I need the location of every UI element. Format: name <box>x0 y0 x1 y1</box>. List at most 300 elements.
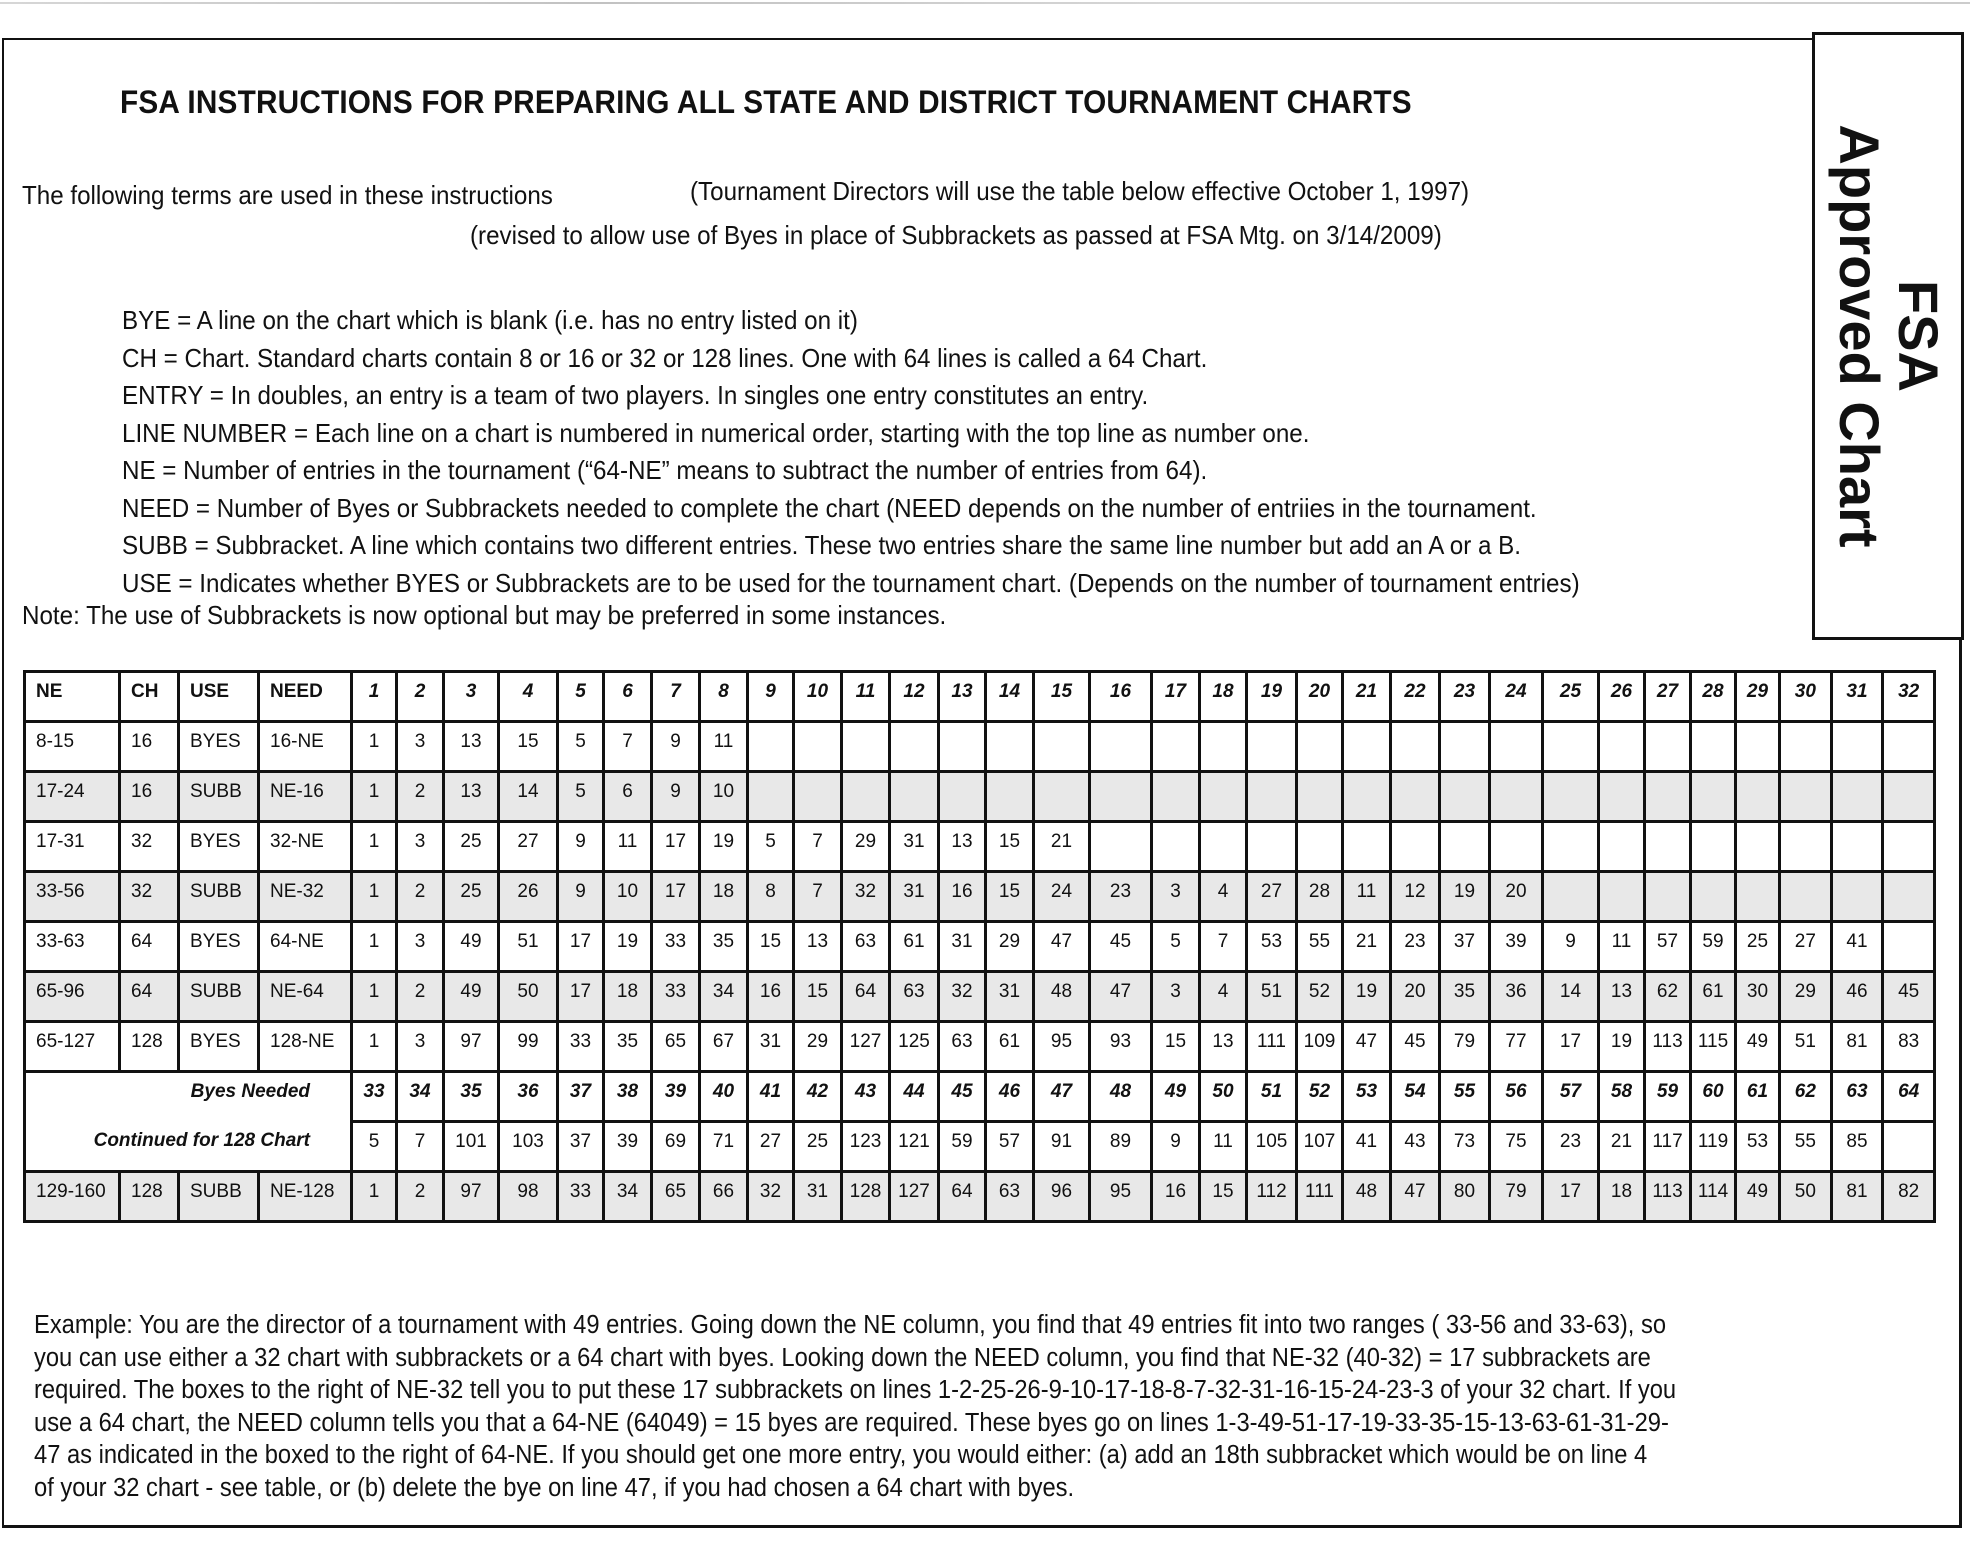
header-line-number: 15 <box>1034 672 1090 722</box>
ch-cell: 64 <box>120 922 179 972</box>
line-cell <box>1343 772 1391 822</box>
definition-line-number: LINE NUMBER = Each line on a chart is numbered in numerical order, starting with the top line as number one. <box>122 417 1310 448</box>
line-cell: 3 <box>397 722 444 772</box>
line-cell: 75 <box>1490 1122 1543 1172</box>
line-cell: 7 <box>794 822 842 872</box>
line-cell: 15 <box>986 872 1034 922</box>
line-cell: 98 <box>499 1172 558 1222</box>
line-cell: 11 <box>604 822 652 872</box>
definition-subb: SUBB = Subbracket. A line which contains two different entries. These two entries share the same line number but add an A or a B. <box>122 530 1521 560</box>
line-cell: 29 <box>986 922 1034 972</box>
line-cell <box>1090 772 1152 822</box>
table-row <box>25 922 1935 972</box>
line-cell: 112 <box>1247 1172 1297 1222</box>
need-cell: NE-64 <box>259 972 352 1022</box>
header-line-number: 30 <box>1780 672 1832 722</box>
need-cell: 16-NE <box>259 722 352 772</box>
byes-needed-number: 46 <box>986 1072 1034 1122</box>
line-cell: 27 <box>499 822 558 872</box>
header-line-number: 29 <box>1736 672 1780 722</box>
header-line-number: 10 <box>794 672 842 722</box>
note: Note: The use of Subbrackets is now optional but may be preferred in some instances. <box>22 600 947 630</box>
line-cell: 50 <box>1780 1172 1832 1222</box>
line-cell: 18 <box>604 972 652 1022</box>
byes-needed-number: 64 <box>1883 1072 1935 1122</box>
definition-use: USE = Indicates whether BYES or Subbrackets are to be used for the tournament chart. (Depends on the number of tournament entries) <box>122 567 1580 598</box>
header-line-number: 4 <box>499 672 558 722</box>
line-cell <box>1691 772 1736 822</box>
line-cell: 18 <box>1599 1172 1645 1222</box>
byes-needed-label: Byes Needed <box>25 1072 352 1122</box>
line-cell <box>1883 1122 1935 1172</box>
line-cell <box>1645 772 1691 822</box>
badge-line2: Approved Chart <box>1828 124 1891 548</box>
line-cell <box>1543 822 1599 872</box>
line-cell <box>1090 822 1152 872</box>
line-cell: 3 <box>397 1022 444 1072</box>
table-row <box>25 1172 1935 1222</box>
line-cell: 4 <box>1200 972 1247 1022</box>
line-cell: 51 <box>1247 972 1297 1022</box>
line-cell <box>1736 872 1780 922</box>
line-cell: 27 <box>748 1122 794 1172</box>
line-cell <box>1645 722 1691 772</box>
need-cell: NE-16 <box>259 772 352 822</box>
line-cell: 35 <box>700 922 748 972</box>
ch-cell: 16 <box>120 772 179 822</box>
header-line-number: 16 <box>1090 672 1152 722</box>
line-cell: 15 <box>1152 1022 1200 1072</box>
line-cell: 48 <box>1034 972 1090 1022</box>
line-cell: 95 <box>1034 1022 1090 1072</box>
line-cell: 51 <box>1780 1022 1832 1072</box>
line-cell <box>890 722 939 772</box>
line-cell: 101 <box>444 1122 499 1172</box>
ne-cell: 33-56 <box>25 872 120 922</box>
line-cell <box>1343 822 1391 872</box>
line-cell: 10 <box>604 872 652 922</box>
line-cell: 1 <box>352 722 397 772</box>
ch-cell: 32 <box>120 872 179 922</box>
fsa-approved-badge <box>1812 32 1964 640</box>
header-line-number: 11 <box>842 672 890 722</box>
byes-needed-number: 56 <box>1490 1072 1543 1122</box>
line-cell: 80 <box>1440 1172 1490 1222</box>
use-cell: SUBB <box>179 772 259 822</box>
line-cell: 69 <box>652 1122 700 1172</box>
line-cell: 49 <box>444 922 499 972</box>
byes-needed-number: 50 <box>1200 1072 1247 1122</box>
line-cell: 11 <box>700 722 748 772</box>
line-cell: 25 <box>1736 922 1780 972</box>
byes-needed-number: 43 <box>842 1072 890 1122</box>
line-cell: 97 <box>444 1022 499 1072</box>
line-cell: 111 <box>1297 1172 1343 1222</box>
line-cell: 117 <box>1645 1122 1691 1172</box>
line-cell: 66 <box>700 1172 748 1222</box>
ne-cell: 17-31 <box>25 822 120 872</box>
ne-cell: 129-160 <box>25 1172 120 1222</box>
line-cell <box>1391 722 1440 772</box>
line-cell: 52 <box>1297 972 1343 1022</box>
line-cell <box>842 722 890 772</box>
line-cell: 47 <box>1343 1022 1391 1072</box>
line-cell <box>1440 822 1490 872</box>
line-cell: 15 <box>1200 1172 1247 1222</box>
line-cell: 1 <box>352 1022 397 1072</box>
effective-date-note: (Tournament Directors will use the table below effective October 1, 1997) <box>690 176 1470 206</box>
line-cell <box>1831 772 1883 822</box>
line-cell: 63 <box>986 1172 1034 1222</box>
ne-cell: 33-63 <box>25 922 120 972</box>
line-cell <box>1780 772 1832 822</box>
line-cell: 29 <box>842 822 890 872</box>
line-cell: 64 <box>939 1172 986 1222</box>
line-cell: 1 <box>352 1172 397 1222</box>
line-cell: 16 <box>748 972 794 1022</box>
header-line-number: 21 <box>1343 672 1391 722</box>
example-line: of your 32 chart - see table, or (b) delete the bye on line 47, if you had chosen a 64 chart with byes. <box>34 1473 1075 1502</box>
line-cell: 63 <box>842 922 890 972</box>
line-cell: 3 <box>1152 972 1200 1022</box>
line-cell: 81 <box>1831 1022 1883 1072</box>
line-cell <box>1200 722 1247 772</box>
line-cell <box>1490 772 1543 822</box>
continued-128-row <box>25 1122 1935 1172</box>
use-cell: SUBB <box>179 972 259 1022</box>
line-cell <box>1831 822 1883 872</box>
line-cell: 33 <box>558 1172 604 1222</box>
line-cell: 99 <box>499 1022 558 1072</box>
line-cell: 32 <box>842 872 890 922</box>
line-cell <box>1736 722 1780 772</box>
byes-needed-number: 44 <box>890 1072 939 1122</box>
line-cell <box>1490 822 1543 872</box>
line-cell: 7 <box>794 872 842 922</box>
line-cell: 50 <box>499 972 558 1022</box>
line-cell: 59 <box>1691 922 1736 972</box>
line-cell: 79 <box>1490 1172 1543 1222</box>
header-line-number: 32 <box>1883 672 1935 722</box>
line-cell <box>1736 772 1780 822</box>
line-cell: 5 <box>748 822 794 872</box>
line-cell <box>1440 772 1490 822</box>
line-cell: 53 <box>1247 922 1297 972</box>
badge-text <box>1828 124 1950 548</box>
line-cell: 29 <box>794 1022 842 1072</box>
revision-note: (revised to allow use of Byes in place of Subbrackets as passed at FSA Mtg. on 3/14/2009) <box>470 220 1442 250</box>
line-cell: 25 <box>444 872 499 922</box>
line-cell: 57 <box>1645 922 1691 972</box>
example-line: required. The boxes to the right of NE-32 tell you to put these 17 subbrackets on lines 1-2-25-26-9-10-17-18-8-7-32-31-16-15-24-23-3 of your 32 chart. If you <box>34 1376 1677 1405</box>
ne-cell: 65-127 <box>25 1022 120 1072</box>
byes-needed-number: 39 <box>652 1072 700 1122</box>
header-line-number: 23 <box>1440 672 1490 722</box>
example-line: Example: You are the director of a tournament with 49 entries. Going down the NE column, you find that 49 entries fit into two ranges ( 33-56 and 33-63), so <box>34 1311 1667 1339</box>
header-line-number: 26 <box>1599 672 1645 722</box>
ch-cell: 128 <box>120 1172 179 1222</box>
line-cell: 8 <box>748 872 794 922</box>
line-cell: 13 <box>939 822 986 872</box>
line-cell <box>1645 822 1691 872</box>
line-cell: 43 <box>1391 1122 1440 1172</box>
header-line-number: 19 <box>1247 672 1297 722</box>
line-cell: 1 <box>352 972 397 1022</box>
line-cell <box>1247 822 1297 872</box>
line-cell: 2 <box>397 872 444 922</box>
byes-needed-number: 36 <box>499 1072 558 1122</box>
line-cell: 6 <box>604 772 652 822</box>
line-cell: 96 <box>1034 1172 1090 1222</box>
line-cell: 127 <box>890 1172 939 1222</box>
definitions-list <box>122 302 1580 602</box>
line-cell <box>794 772 842 822</box>
line-cell: 39 <box>604 1122 652 1172</box>
line-cell: 81 <box>1831 1172 1883 1222</box>
need-cell: 32-NE <box>259 822 352 872</box>
line-cell: 83 <box>1883 1022 1935 1072</box>
header-line-number: 9 <box>748 672 794 722</box>
ch-cell: 64 <box>120 972 179 1022</box>
line-cell <box>1883 822 1935 872</box>
line-cell <box>1152 772 1200 822</box>
line-cell: 33 <box>558 1022 604 1072</box>
byes-needed-number: 48 <box>1090 1072 1152 1122</box>
table-row <box>25 1022 1935 1072</box>
byes-needed-row <box>25 1072 1935 1122</box>
table-row <box>25 972 1935 1022</box>
line-cell: 65 <box>652 1022 700 1072</box>
use-cell: BYES <box>179 722 259 772</box>
line-cell: 45 <box>1883 972 1935 1022</box>
line-cell: 37 <box>1440 922 1490 972</box>
use-cell: SUBB <box>179 1172 259 1222</box>
byes-needed-number: 40 <box>700 1072 748 1122</box>
line-cell: 9 <box>1152 1122 1200 1172</box>
definition-need: NEED = Number of Byes or Subbrackets needed to complete the chart (NEED depends on the number of entriies in the tournament. <box>122 492 1537 523</box>
line-cell: 64 <box>842 972 890 1022</box>
scan-edge <box>0 2 1970 4</box>
header-line-number: 22 <box>1391 672 1440 722</box>
ne-cell: 8-15 <box>25 722 120 772</box>
line-cell: 34 <box>604 1172 652 1222</box>
byes-needed-number: 38 <box>604 1072 652 1122</box>
byes-needed-number: 47 <box>1034 1072 1090 1122</box>
need-cell: NE-128 <box>259 1172 352 1222</box>
line-cell: 65 <box>652 1172 700 1222</box>
header-line-number: 8 <box>700 672 748 722</box>
line-cell: 18 <box>700 872 748 922</box>
line-cell <box>1247 772 1297 822</box>
header-ch: CH <box>120 672 179 722</box>
line-cell: 7 <box>604 722 652 772</box>
line-cell: 9 <box>652 772 700 822</box>
page-title: FSA INSTRUCTIONS FOR PREPARING ALL STATE AND DISTRICT TOURNAMENT CHARTS <box>120 84 1412 120</box>
line-cell: 114 <box>1691 1172 1736 1222</box>
line-cell: 15 <box>986 822 1034 872</box>
line-cell <box>1090 722 1152 772</box>
line-cell: 31 <box>986 972 1034 1022</box>
line-cell: 1 <box>352 772 397 822</box>
line-cell: 17 <box>558 922 604 972</box>
line-cell: 45 <box>1391 1022 1440 1072</box>
line-cell <box>1034 722 1090 772</box>
definition-bye: BYE = A line on the chart which is blank (i.e. has no entry listed on it) <box>122 305 858 335</box>
line-cell: 14 <box>1543 972 1599 1022</box>
byes-needed-number: 59 <box>1645 1072 1691 1122</box>
line-cell: 17 <box>652 872 700 922</box>
line-cell <box>1599 772 1645 822</box>
line-cell: 95 <box>1090 1172 1152 1222</box>
line-cell: 63 <box>890 972 939 1022</box>
tournament-chart-table <box>23 670 1936 1223</box>
table-row <box>25 822 1935 872</box>
line-cell <box>1297 822 1343 872</box>
line-cell: 10 <box>700 772 748 822</box>
line-cell: 23 <box>1391 922 1440 972</box>
line-cell <box>1691 872 1736 922</box>
line-cell: 67 <box>700 1022 748 1072</box>
ch-cell: 16 <box>120 722 179 772</box>
line-cell: 125 <box>890 1022 939 1072</box>
use-cell: BYES <box>179 922 259 972</box>
table-row <box>25 872 1935 922</box>
line-cell <box>1883 772 1935 822</box>
header-line-number: 31 <box>1831 672 1883 722</box>
line-cell: 49 <box>1736 1172 1780 1222</box>
line-cell <box>1490 722 1543 772</box>
line-cell: 109 <box>1297 1022 1343 1072</box>
example-line: use a 64 chart, the NEED column tells you that a 64-NE (64049) = 15 byes are required. These byes go on lines 1-3-49-51-17-19-33-35-15-13-63-61-31-29- <box>34 1408 1669 1437</box>
line-cell: 57 <box>986 1122 1034 1172</box>
byes-needed-number: 49 <box>1152 1072 1200 1122</box>
line-cell: 45 <box>1090 922 1152 972</box>
example-line: 47 as indicated in the boxed to the right of 64-NE. If you should get one more entry, you would either: (a) add an 18th subbracket which would be on line 4 <box>34 1441 1648 1470</box>
badge-line1: FSA <box>1886 280 1950 392</box>
line-cell: 5 <box>352 1122 397 1172</box>
line-cell: 27 <box>1780 922 1832 972</box>
need-cell: 128-NE <box>259 1022 352 1072</box>
line-cell: 33 <box>652 972 700 1022</box>
line-cell <box>1599 822 1645 872</box>
line-cell: 13 <box>794 922 842 972</box>
line-cell <box>748 772 794 822</box>
line-cell: 35 <box>1440 972 1490 1022</box>
byes-needed-number: 34 <box>397 1072 444 1122</box>
definition-ne: NE = Number of entries in the tournament (“64-NE” means to subtract the number of entries from 64). <box>122 455 1208 485</box>
need-cell: 64-NE <box>259 922 352 972</box>
line-cell: 23 <box>1090 872 1152 922</box>
line-cell: 17 <box>558 972 604 1022</box>
line-cell: 2 <box>397 1172 444 1222</box>
line-cell: 32 <box>939 972 986 1022</box>
line-cell: 19 <box>1440 872 1490 922</box>
line-cell: 82 <box>1883 1172 1935 1222</box>
line-cell <box>986 772 1034 822</box>
line-cell: 123 <box>842 1122 890 1172</box>
line-cell <box>1645 872 1691 922</box>
line-cell: 5 <box>558 722 604 772</box>
line-cell: 21 <box>1343 922 1391 972</box>
line-cell <box>1691 822 1736 872</box>
line-cell: 16 <box>1152 1172 1200 1222</box>
line-cell <box>1883 872 1935 922</box>
line-cell: 19 <box>1343 972 1391 1022</box>
line-cell: 9 <box>652 722 700 772</box>
header-line-number: 24 <box>1490 672 1543 722</box>
byes-needed-number: 62 <box>1780 1072 1832 1122</box>
line-cell: 71 <box>700 1122 748 1172</box>
header-use: USE <box>179 672 259 722</box>
line-cell: 30 <box>1736 972 1780 1022</box>
line-cell: 1 <box>352 872 397 922</box>
header-line-number: 25 <box>1543 672 1599 722</box>
line-cell <box>1034 772 1090 822</box>
line-cell <box>842 772 890 822</box>
line-cell: 31 <box>890 822 939 872</box>
line-cell: 9 <box>558 822 604 872</box>
line-cell: 20 <box>1490 872 1543 922</box>
line-cell: 14 <box>499 772 558 822</box>
line-cell <box>939 772 986 822</box>
header-line-number: 3 <box>444 672 499 722</box>
line-cell: 63 <box>939 1022 986 1072</box>
line-cell: 46 <box>1831 972 1883 1022</box>
line-cell: 49 <box>1736 1022 1780 1072</box>
line-cell: 13 <box>444 722 499 772</box>
line-cell <box>1200 772 1247 822</box>
line-cell: 19 <box>700 822 748 872</box>
line-cell: 77 <box>1490 1022 1543 1072</box>
line-cell: 11 <box>1343 872 1391 922</box>
line-cell <box>1883 922 1935 972</box>
line-cell: 17 <box>1543 1172 1599 1222</box>
line-cell <box>1440 722 1490 772</box>
line-cell <box>1883 722 1935 772</box>
line-cell: 73 <box>1440 1122 1490 1172</box>
line-cell: 7 <box>1200 922 1247 972</box>
line-cell: 3 <box>1152 872 1200 922</box>
continued-label: Continued for 128 Chart <box>25 1122 352 1172</box>
line-cell: 7 <box>397 1122 444 1172</box>
line-cell: 111 <box>1247 1022 1297 1072</box>
line-cell <box>1200 822 1247 872</box>
header-line-number: 27 <box>1645 672 1691 722</box>
line-cell: 20 <box>1391 972 1440 1022</box>
line-cell: 11 <box>1599 922 1645 972</box>
line-cell: 11 <box>1200 1122 1247 1172</box>
header-need: NEED <box>259 672 352 722</box>
line-cell: 31 <box>748 1022 794 1072</box>
example-paragraph <box>34 1309 1949 1505</box>
line-cell: 17 <box>1543 1022 1599 1072</box>
header-line-number: 18 <box>1200 672 1247 722</box>
line-cell: 103 <box>499 1122 558 1172</box>
line-cell: 59 <box>939 1122 986 1172</box>
use-cell: SUBB <box>179 872 259 922</box>
line-cell: 47 <box>1034 922 1090 972</box>
line-cell: 91 <box>1034 1122 1090 1172</box>
line-cell: 121 <box>890 1122 939 1172</box>
line-cell: 61 <box>986 1022 1034 1072</box>
line-cell: 79 <box>1440 1022 1490 1072</box>
line-cell: 89 <box>1090 1122 1152 1172</box>
line-cell <box>1599 872 1645 922</box>
line-cell: 28 <box>1297 872 1343 922</box>
line-cell <box>1543 772 1599 822</box>
line-cell: 85 <box>1831 1122 1883 1172</box>
line-cell: 27 <box>1247 872 1297 922</box>
